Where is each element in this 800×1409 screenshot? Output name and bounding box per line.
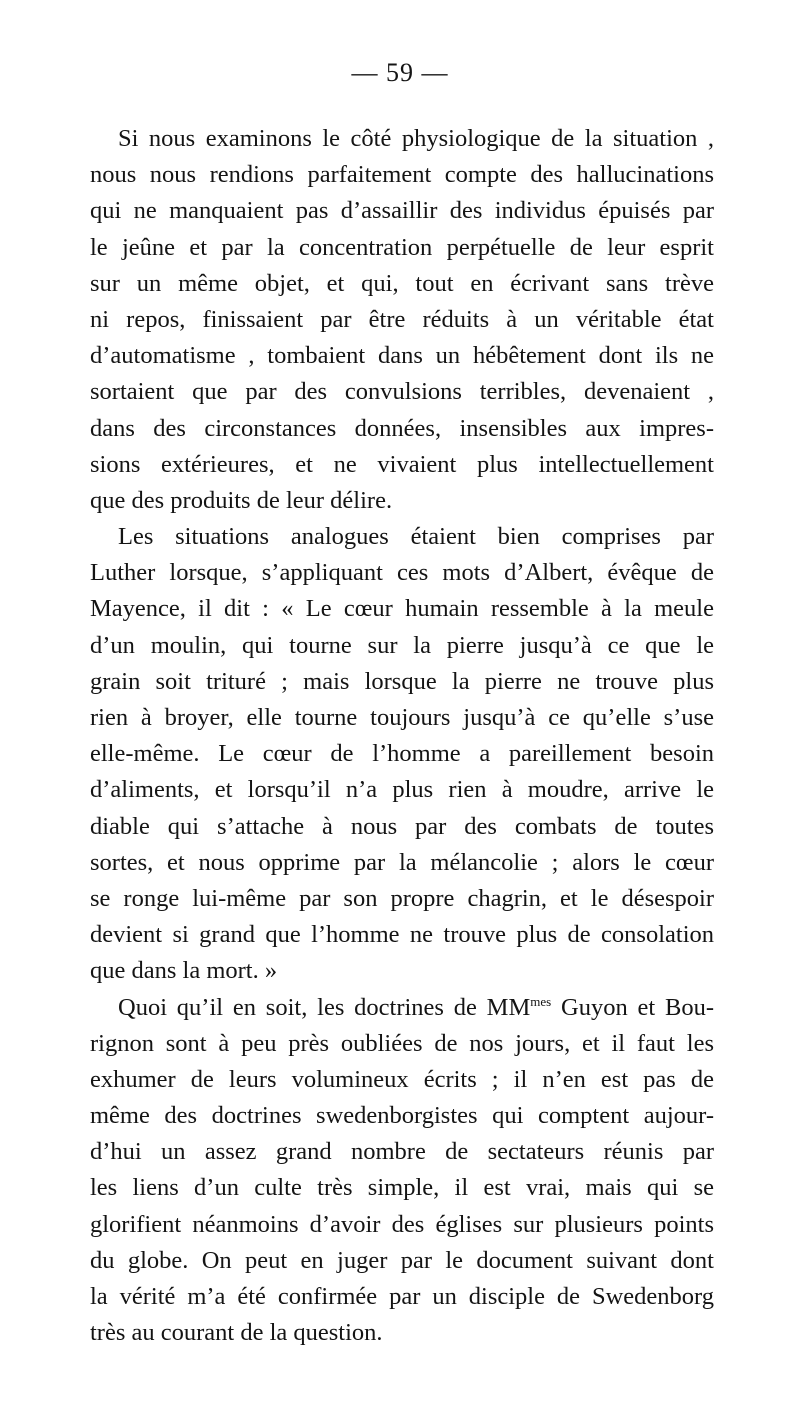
text-line: exhumer de leurs volumineux écrits ; il n’en est pas de [90,1065,714,1093]
body-text [90,121,714,1351]
text-line [90,990,714,1026]
text-line: devient si grand que l’homme ne trouve plus de consolation [90,921,714,949]
text-line: d’aliments, et lorsqu’il n’a plus rien à moudre, arrive le [90,776,714,804]
text-line: diable qui s’attache à nous par des combats de toutes [90,812,714,840]
text-line: Si nous examinons le côté physiologique de la situation , [118,125,714,152]
text-line: le jeûne et par la concentration perpétuelle de leur esprit [90,233,714,261]
text-line: qui ne manquaient pas d’assaillir des individus épuisés par [90,197,714,225]
text-line: grain soit trituré ; mais lorsque la pierre ne trouve plus [90,667,714,695]
text-line: les liens d’un culte très simple, il est vrai, mais qui se [90,1174,714,1202]
text-line: d’hui un assez grand nombre de sectateurs réunis par [90,1138,714,1166]
text-line: Les situations analogues étaient bien comprises par [118,523,714,551]
text-line: sur un même objet, et qui, tout en écrivant sans trève [90,269,714,297]
page-number: — 59 — [351,58,449,87]
paragraph-1 [90,121,714,519]
text-line: que dans la mort. » [90,957,278,985]
text-line: rien à broyer, elle tourne toujours jusqu’à ce qu’elle s’use [90,704,714,731]
text-line: rignon sont à peu près oubliées de nos jours, et il faut les [90,1029,714,1057]
text-line: Mayence, il dit : « Le cœur humain ressemble à la meule [90,595,714,623]
text-line: sortes, et nous opprime par la mélancolie ; alors le cœur [90,848,714,876]
text-line: d’automatisme , tombaient dans un hébêtement dont ils ne [90,342,714,370]
paragraph-3 [90,990,714,1352]
text-line: ni repos, finissaient par être réduits à un véritable état [90,305,714,333]
text-line: très au courant de la question. [90,1319,383,1347]
text-line: se ronge lui-même par son propre chagrin, et le désespoir [90,884,714,912]
text-line: dans des circonstances données, insensibles aux impres- [90,414,714,442]
superscript-abbreviation: mes [530,993,552,1009]
text-line: Luther lorsque, s’appliquant ces mots d’Albert, évêque de [90,559,714,587]
text-line: même des doctrines swedenborgistes qui comptent aujour- [90,1102,714,1130]
text-segment: Quoi qu’il en soit, les doctrines de MM [118,993,531,1021]
text-line: elle-même. Le cœur de l’homme a pareillement besoin [90,740,714,768]
paragraph-2 [90,519,714,989]
text-line: du globe. On peut en juger par le document suivant dont [90,1246,714,1274]
text-line: d’un moulin, qui tourne sur la pierre jusqu’à ce que le [90,631,714,659]
text-line: que des produits de leur délire. [90,486,393,514]
text-line: glorifient néanmoins d’avoir des églises sur plusieurs points [90,1210,714,1238]
text-line: sions extérieures, et ne vivaient plus intellectuellement [90,450,714,478]
text-line: la vérité m’a été confirmée par un disciple de Swedenborg [90,1283,714,1310]
text-line: nous nous rendions parfaitement compte des hallucinations [90,161,714,189]
text-segment: Guyon et Bou- [551,993,714,1021]
text-line: sortaient que par des convulsions terribles, devenaient , [90,378,714,406]
